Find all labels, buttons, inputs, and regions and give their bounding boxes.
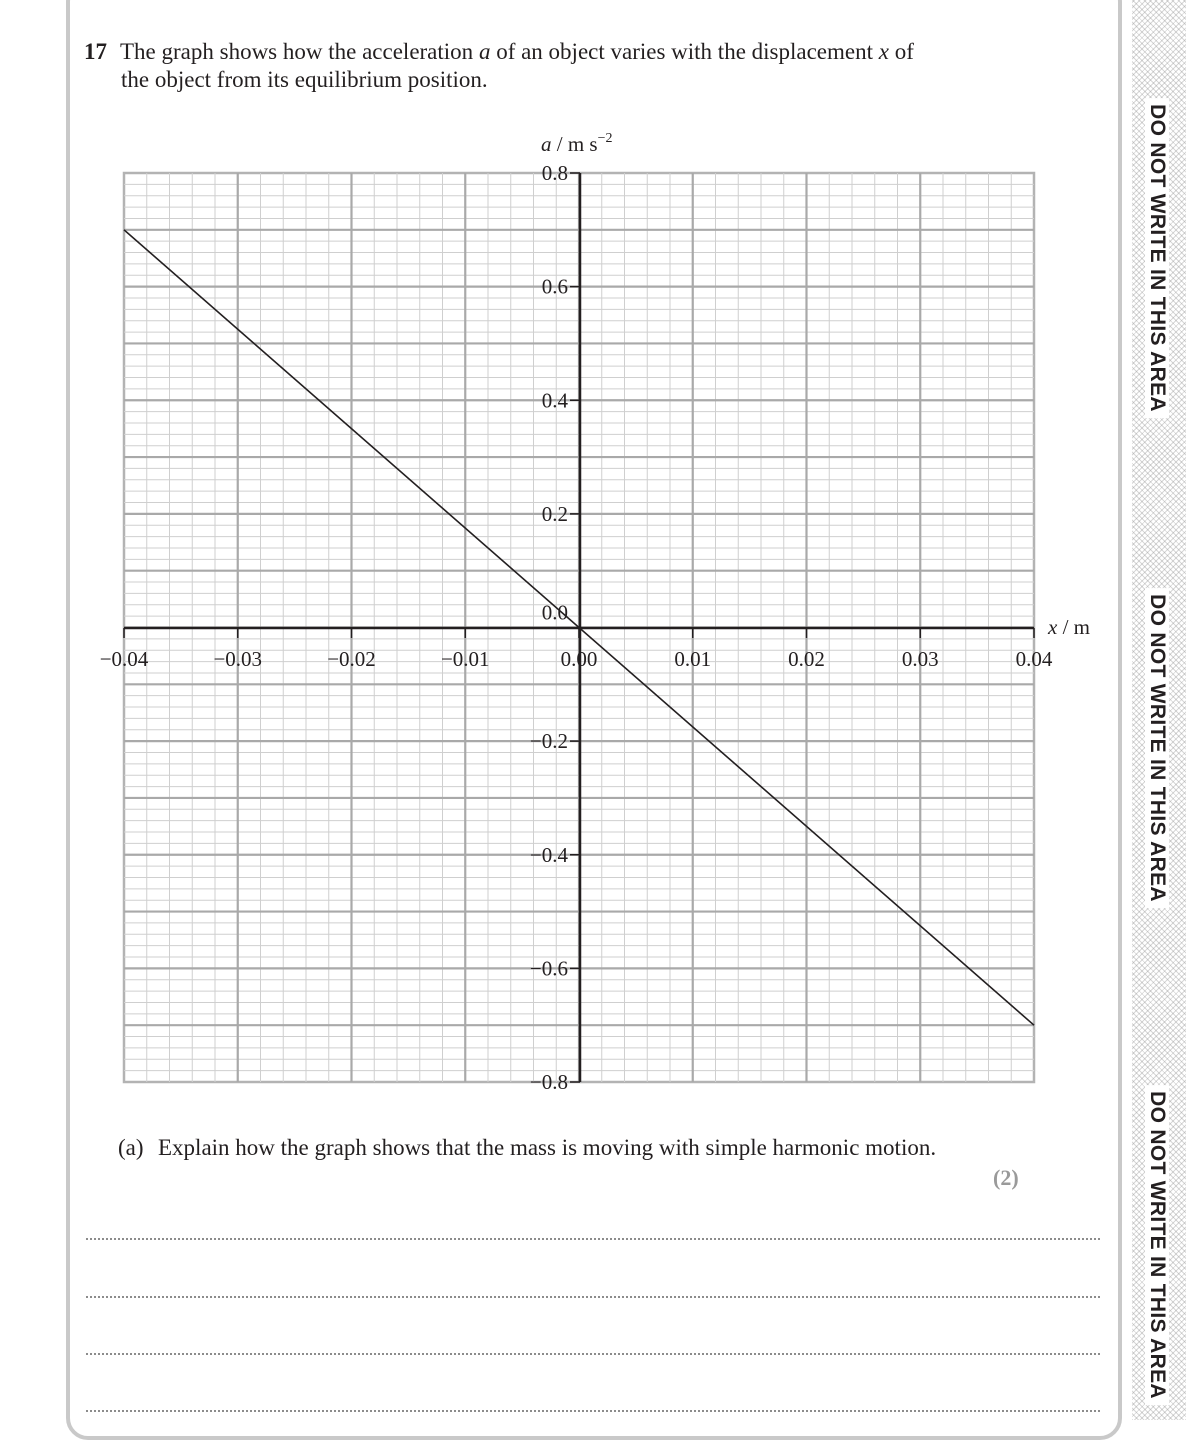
part-a-text: Explain how the graph shows that the mass is moving with simple harmonic motion. xyxy=(158,1135,937,1160)
y-tick-label: 0.6 xyxy=(541,274,568,299)
x-tick-label: 0.02 xyxy=(788,647,825,671)
answer-line[interactable] xyxy=(86,1410,1100,1412)
x-tick-label: 0.01 xyxy=(674,647,712,671)
y-tick-label: −0.2 xyxy=(529,729,568,754)
answer-line[interactable] xyxy=(86,1296,1100,1298)
x-tick-label: −0.02 xyxy=(327,647,376,671)
marks-available: (2) xyxy=(993,1165,1019,1190)
answer-line[interactable] xyxy=(86,1353,1100,1355)
question-number: 17 xyxy=(84,39,107,64)
x-tick-label: −0.01 xyxy=(440,647,490,671)
y-axis-label: a / m $s^{-2}$ xyxy=(541,131,613,156)
x-tick-label: 0.03 xyxy=(901,647,939,671)
x-tick-label: 0.00 xyxy=(560,647,598,671)
question-line-1: The graph shows how the acceleration a of an object varies with the displacement x of xyxy=(120,39,914,64)
x-tick-label: −0.04 xyxy=(99,647,149,671)
y-tick-label: −0.4 xyxy=(529,842,568,867)
x-tick-label: 0.04 xyxy=(1015,647,1053,671)
x-axis-label: x / m xyxy=(1048,615,1090,639)
y-tick-label: 0.0 xyxy=(541,600,568,625)
y-tick-label: 0.8 xyxy=(541,161,568,185)
answer-line[interactable] xyxy=(86,1238,1100,1240)
y-tick-label: −0.8 xyxy=(529,1070,568,1094)
question-line-2: the object from its equilibrium position. xyxy=(121,67,488,92)
part-a-question xyxy=(118,1134,936,1162)
y-tick-label: −0.6 xyxy=(529,956,568,981)
part-a-label: (a) xyxy=(118,1135,144,1160)
y-tick-label: 0.2 xyxy=(541,501,568,526)
y-tick-label: 0.4 xyxy=(541,388,568,413)
x-tick-label: −0.03 xyxy=(213,647,263,671)
